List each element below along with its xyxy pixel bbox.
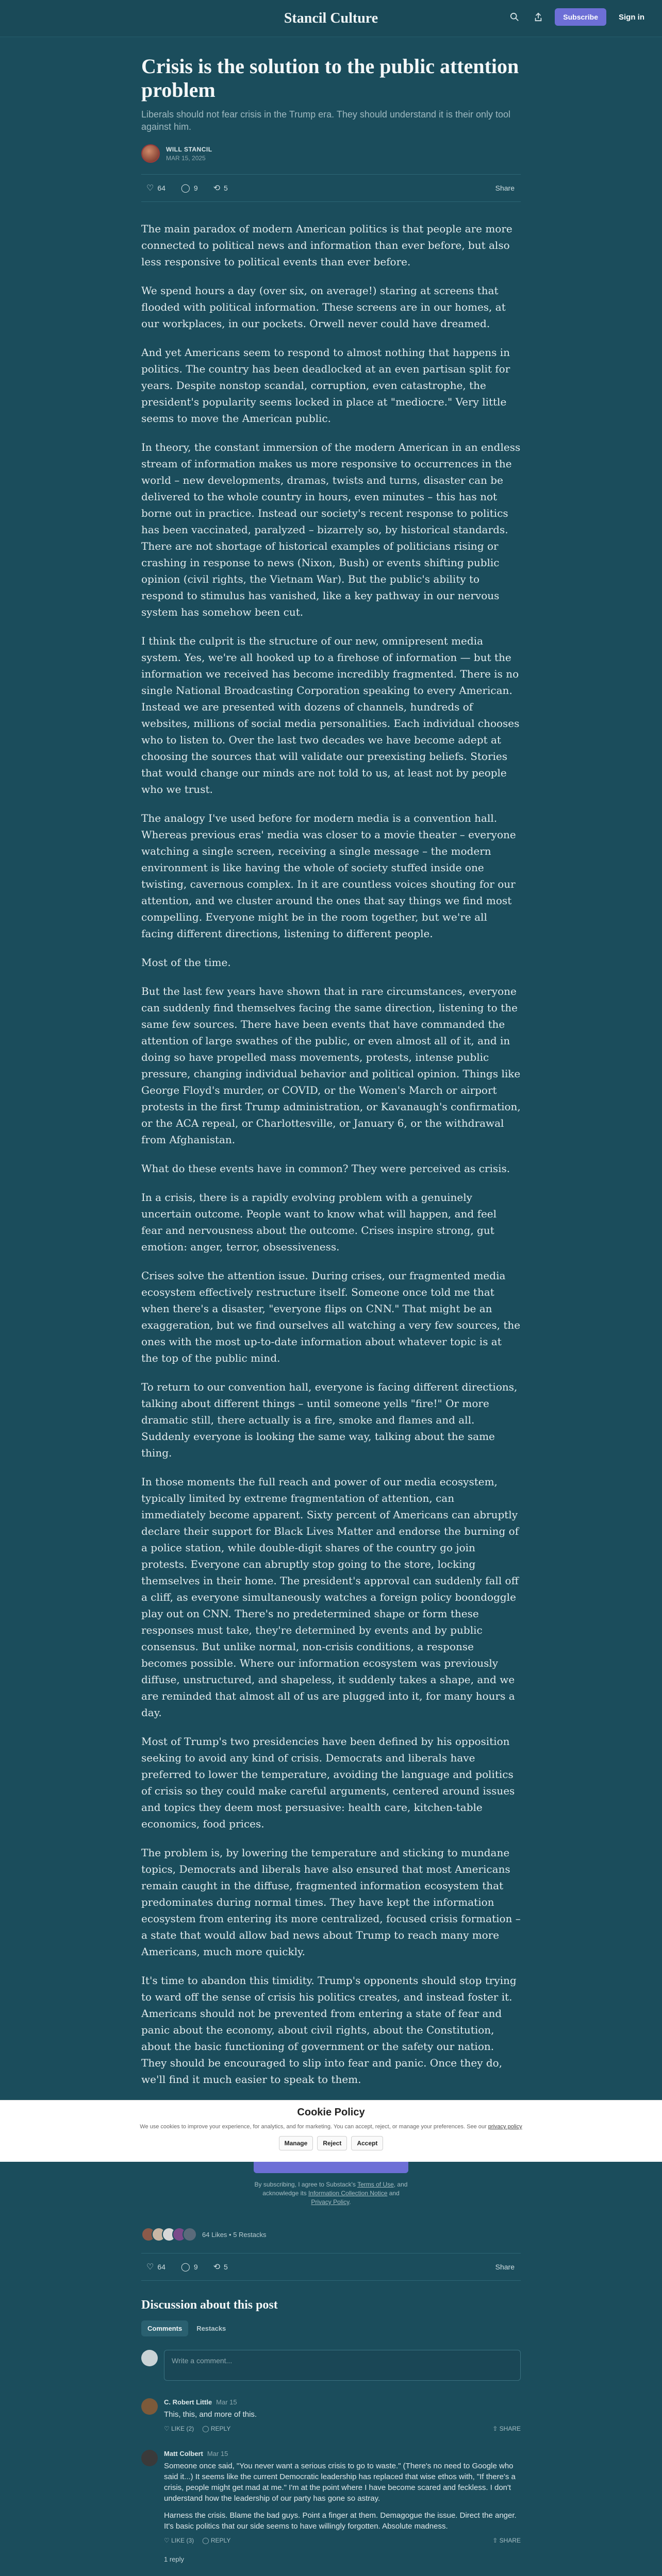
restack-button[interactable] [208, 2259, 233, 2275]
cookie-body: We use cookies to improve your experience, for analytics, and for marketing. You can accept, reject, or manage your preferences. See our [140, 2124, 487, 2130]
like-button[interactable] [141, 2259, 171, 2275]
privacy-policy-link[interactable]: privacy policy [488, 2124, 522, 2130]
like-count: 64 [157, 2263, 166, 2271]
paragraph: What do these events have in common? They were perceived as crisis. [141, 1162, 510, 1175]
comment-reply-label: REPLY [210, 2425, 231, 2432]
reply-count-link[interactable]: 1 reply [164, 2555, 185, 2563]
discussion-tabs [141, 2320, 521, 2336]
commenter-avatar[interactable] [141, 2398, 158, 2415]
comment-reply-button[interactable]: ◯ REPLY [202, 2537, 231, 2544]
comment-share-label: SHARE [499, 2425, 521, 2432]
terms-text: , and [393, 2181, 408, 2188]
comment-text: Someone once said, "You never want a serious crisis to go to waste." (There's no need to Google who said it...) It seems like the current Democratic leadership has replaced that wise ethos with, "If there's a crisis, people might get mad at me." I'm at the point where I have become scared and feckless. I don't understand how the leadership of our party has gone so astray. [164, 2462, 516, 2503]
post-body [141, 221, 521, 2088]
post-date: MAR 15, 2025 [166, 154, 206, 162]
paragraph: It's time to abandon this timidity. Trump's opponents should stop trying to ward off the sense of crisis his politics creates, and instead foster it. Americans should not be prevented from entering a state of fear and panic about the economy, about civil rights, about the Constitution, about the basic functioning of government or the safety our nation. They should be encouraged to slip into fear and panic. Once they do, we'll find it much easier to speak to them. [141, 1974, 517, 2086]
post-footer-container [141, 2162, 521, 2576]
terms-text: acknowledge its [262, 2190, 307, 2197]
restack-button[interactable] [208, 180, 233, 196]
comment-reply-label: REPLY [210, 2537, 231, 2544]
paragraph: And yet Americans seem to respond to almost nothing that happens in politics. The country has been deadlocked at an even partisan split for years. Despite nonstop scandal, corruption, even catastrophe, the president's popularity seems locked in place at "mediocre." Very little seems to move the American public. [141, 346, 510, 425]
share-button[interactable]: Share [495, 2263, 515, 2271]
liker-avatars[interactable] [141, 2227, 197, 2242]
post-container [141, 55, 521, 2088]
byline [141, 144, 521, 163]
comment-icon: ◯ [180, 2263, 190, 2272]
collection-notice-link[interactable]: Information Collection Notice [308, 2190, 388, 2197]
paragraph: To return to our convention hall, everyone is facing different directions, talking about different things – until someone yells "fire!" Or more dramatic still, there actually is a fire, smoke and flames and all. Suddenly everyone is looking the same way, talking about the same thing. [141, 1381, 518, 1459]
comment-header [164, 2450, 521, 2458]
comment-date: Mar 15 [207, 2450, 228, 2458]
paragraph: The analogy I've used before for modern media is a convention hall. Whereas previous eras' media was closer to a movie theater – everyone watching a single screen, receiving a single message – the modern environment is like having the whole of society stuffed inside one twisting, cavernous complex. In it are countless voices shouting for our attention, and we cluster around the ones that say things we find most compelling. Everyone might be in the room together, but we're all facing different directions, listening to different people. [141, 812, 516, 940]
cookie-banner [0, 2100, 662, 2162]
author-avatar[interactable] [141, 144, 160, 163]
heart-icon: ♡ [146, 2263, 154, 2272]
comment-text: This, this, and more of this. [164, 2410, 257, 2419]
paragraph: The main paradox of modern American politics is that people are more connected to political news and information than ever before, but also less responsive to political events than ever before. [141, 223, 512, 268]
comment-button[interactable] [176, 180, 203, 196]
post-action-bar-bottom [141, 2253, 521, 2281]
comment-date: Mar 15 [216, 2398, 237, 2406]
comment-like-label: LIKE (2) [171, 2425, 194, 2432]
paragraph: In a crisis, there is a rapidly evolving problem with a genuinely uncertain outcome. People want to know what will happen, and feel fear and nervousness about the outcome. Crises inspire strong, gut emotion: anger, terror, obsessiveness. [141, 1191, 497, 1253]
comment-share-label: SHARE [499, 2537, 521, 2544]
paragraph: Crises solve the attention issue. During crises, our fragmented media ecosystem effectively restructure itself. Someone once told me that when there's a disaster, "everyone flips on CNN." That might be an exaggeration, but we find ourselves all watching a very few sources, the ones with the most up-to-date information about whatever topic is at the top of the public mind. [141, 1269, 521, 1364]
comment-actions [164, 2425, 521, 2432]
comment-actions [164, 2537, 521, 2544]
commenter-name[interactable]: Matt Colbert [164, 2450, 203, 2458]
comment-share-button[interactable]: ⇧ SHARE [492, 2425, 521, 2432]
paragraph: We spend hours a day (over six, on average!) staring at screens that flooded with political information. These screens are in our homes, at our workplaces, in our pockets. Orwell never could have dreamed. [141, 284, 506, 330]
terms-text: By subscribing, I agree to Substack's [254, 2181, 356, 2188]
likes-summary[interactable]: 64 Likes • 5 Restacks [202, 2230, 267, 2239]
post-subtitle: Liberals should not fear crisis in the Trump era. They should understand it is their only tool against him. [141, 109, 511, 132]
post-action-bar [141, 174, 521, 202]
cookie-text [0, 2124, 662, 2130]
subscribe-button[interactable]: Subscribe [555, 8, 606, 26]
comment-count: 9 [193, 2263, 198, 2271]
cookie-buttons [0, 2136, 662, 2150]
comment-icon: ◯ [180, 184, 190, 193]
share-icon[interactable] [531, 10, 545, 24]
paragraph: The problem is, by lowering the temperature and sticking to mundane topics, Democrats and liberals have also ensured that most Americans remain caught in the diffuse, fragmented information ecosystem that predominates during normal times. They have kept the information ecosystem from entering its more centralized, focused crisis formation – a state that would allow bad news about Trump to reach many more Americans, much more quickly. [141, 1846, 521, 1958]
subscribe-form-fragment [141, 2162, 521, 2173]
comment [141, 2398, 521, 2432]
comment-like-label: LIKE (3) [171, 2537, 194, 2544]
cookie-reject-button[interactable]: Reject [317, 2136, 347, 2150]
comment-reply-button[interactable]: ◯ REPLY [202, 2425, 231, 2432]
paragraph: I think the culprit is the structure of our new, omnipresent media system. Yes, we're all hooked up to a firehose of information — but the information we received has become incredibly fragmented. There is no single National Broadcasting Corporation speaking to every American. Instead we are presented with dozens of channels, hundreds of websites, millions of social media personalities. Each individual chooses who to listen to. Over the last two decades we have become adept at choosing the sources that will validate our preexisting beliefs. Stories that would change our minds are not told to us, at least not by people who we trust. [141, 635, 520, 795]
comment [141, 2450, 521, 2544]
terms-text: . [349, 2198, 351, 2206]
comment-like-button[interactable]: ♡ LIKE (3) [164, 2537, 194, 2544]
restack-icon: ⟲ [213, 2263, 221, 2272]
cookie-title: Cookie Policy [297, 2107, 365, 2118]
sign-in-button[interactable]: Sign in [619, 12, 644, 22]
subscribe-form-edge[interactable] [254, 2162, 408, 2173]
cookie-manage-button[interactable]: Manage [279, 2136, 313, 2150]
post-title: Crisis is the solution to the public attention problem [141, 55, 519, 101]
comment-count: 9 [193, 184, 198, 192]
top-nav [0, 0, 662, 37]
terms-link[interactable]: Terms of Use [357, 2181, 394, 2188]
cookie-accept-button[interactable]: Accept [351, 2136, 383, 2150]
restack-count: 5 [224, 2263, 228, 2271]
tab-comments[interactable]: Comments [141, 2320, 188, 2336]
tab-restacks[interactable]: Restacks [196, 2325, 226, 2332]
commenter-avatar[interactable] [141, 2450, 158, 2466]
comment-input[interactable]: Write a comment... [164, 2350, 521, 2381]
restack-icon: ⟲ [213, 184, 221, 193]
nav-actions [507, 8, 648, 26]
publication-brand[interactable]: Stancil Culture [284, 10, 378, 26]
paragraph: In theory, the constant immersion of the modern American in an endless stream of information makes us more responsive to occurrences in the world – new developments, dramas, twists and turns, disaster can be delivered to the whole country in hours, even minutes – this has not borne out in practice. Instead our society's recent response to politics has been vaccinated, paralyzed – bizarrely so, by historical standards. There are not shortage of historical examples of politicians rising or crashing in response to news (Nixon, Bush) or events shifting public opinion (civil rights, the Vietnam War). But the public's ability to respond to stimulus has vanished, like a key pathway in our nervous system has somehow been cut. [141, 441, 521, 618]
search-icon[interactable] [507, 10, 522, 24]
subscribe-terms [141, 2180, 521, 2207]
terms-text: and [389, 2190, 400, 2197]
like-button[interactable] [141, 180, 171, 196]
subscribe-area [141, 2162, 521, 2207]
comment-like-button[interactable]: ♡ LIKE (2) [164, 2425, 194, 2432]
paragraph: Most of Trump's two presidencies have been defined by his opposition seeking to avoid any kind of crisis. Democrats and liberals have preferred to lower the temperature, avoiding the language and politics of crisis so they could make careful arguments, centered around issues and topics they deem most persuasive: health care, kitchen-table economics, food prices. [141, 1735, 515, 1830]
commenter-name[interactable]: C. Robert Little [164, 2398, 212, 2406]
likes-row [141, 2227, 521, 2242]
comment-header [164, 2398, 521, 2406]
paragraph: In those moments the full reach and power of our media ecosystem, typically limited by extreme fragmentation of attention, can immediately become apparent. Sixty percent of Americans can abruptly declare their support for Black Lives Matter and endorse the burning of a police station, while double-digit shares of the country go join protests. Everyone can abruptly stop going to the store, locking themselves in their home. The president's approval can suddenly fall off a cliff, as everyone simultaneously watches a foreign policy boondoggle play out on CNN. There's no predetermined shape or form these responses must take, they're determined by events and by public consensus. But unlike normal, non-crisis conditions, a response becomes possible. Where our information ecosystem was previously diffuse, unstructured, and shapeless, it suddenly takes a shape, and we are reminded that almost all of us are plugged into it, for many hours a day. [141, 1476, 519, 1719]
user-avatar [141, 2350, 158, 2366]
avatar [183, 2227, 197, 2242]
comment-share-button[interactable]: ⇧ SHARE [492, 2537, 521, 2544]
discussion-title: Discussion about this post [141, 2298, 278, 2312]
paragraph: Most of the time. [141, 956, 231, 969]
comment-button[interactable] [176, 2259, 203, 2275]
paragraph: But the last few years have shown that in rare circumstances, everyone can suddenly find themselves facing the same direction, listening to the same few sources. There have been events that have commanded the attention of large swathes of the public, or even almost all of it, and in doing so have propelled mass movements, protests, intense public pressure, changing individual behavior and political opinion. Things like George Floyd's murder, or COVID, or the Women's March or airport protests in the first Trump administration, or Kavanaugh's confirmation, or the ACA repeal, or Charlottesville, or January 6, or the withdrawal from Afghanistan. [141, 985, 521, 1146]
like-count: 64 [157, 184, 166, 192]
share-button[interactable]: Share [495, 184, 515, 192]
comment-composer [141, 2350, 521, 2381]
heart-icon: ♡ [146, 184, 154, 193]
author-name[interactable]: WILL STANCIL [166, 145, 212, 153]
comment-text: Harness the crisis. Blame the bad guys. Point a finger at them. Demagogue the issue. Direct the anger. It's basic politics that our side seems to have willingly forgotten. Absolute madness. [164, 2511, 517, 2531]
privacy-link[interactable]: Privacy Policy [311, 2198, 350, 2206]
restack-count: 5 [224, 184, 228, 192]
